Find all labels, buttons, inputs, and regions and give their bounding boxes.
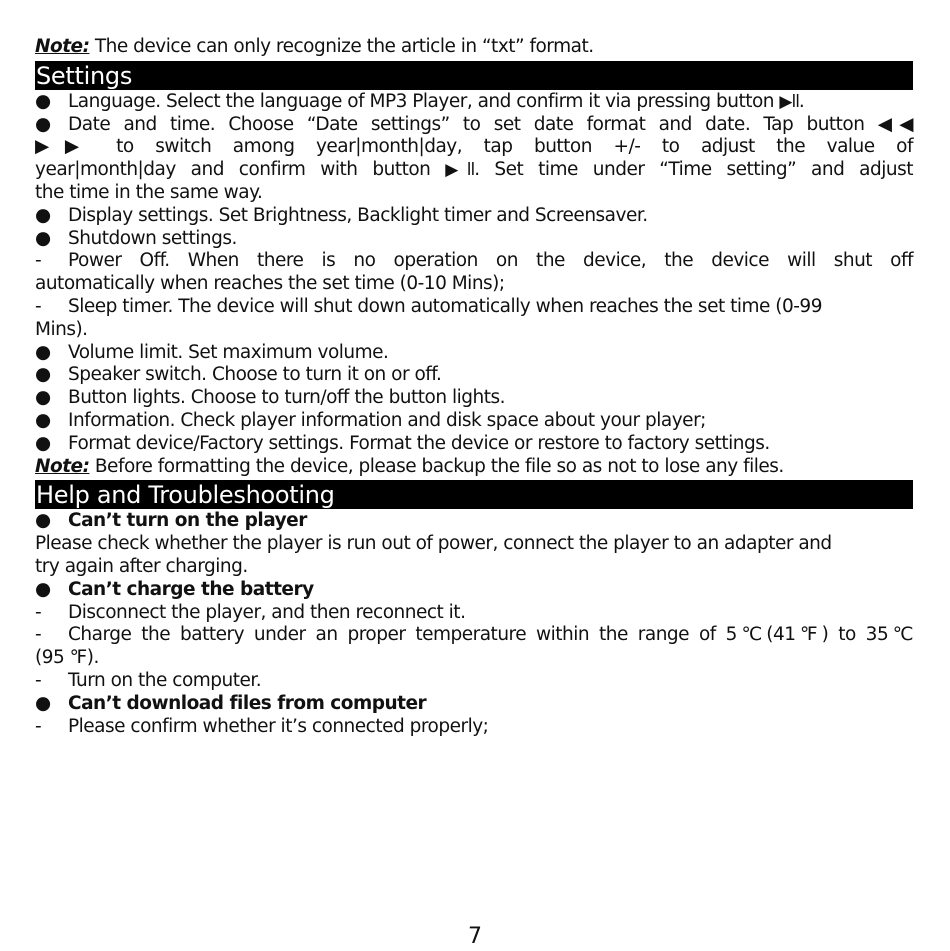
charge-item-disconnect: - Disconnect the player, and then reconnect it. (35, 601, 466, 623)
note-format (35, 456, 913, 479)
section-heading-help: Help and Troubleshooting (35, 480, 913, 509)
list-item-shutdown: ● Shutdown settings. (35, 227, 237, 249)
list-item-language: ● Language. Select the language of MP3 Player, and confirm it via pressing button ▶ll. (35, 90, 805, 112)
faq-cant-charge: ● Can’t charge the battery (35, 578, 314, 600)
note-label: Note: (35, 455, 90, 477)
list-item-format: ● Format device/Factory settings. Format the device or restore to factory settings. (35, 432, 770, 454)
bullet-icon: ● (35, 227, 51, 249)
play-pause-icon: ▶ll (445, 160, 475, 181)
sub-item-sleep-timer: - Sleep timer. The device will shut down automatically when reaches the set time (0-99 (35, 295, 822, 317)
note-label: Note: (35, 36, 90, 57)
list-item-date-time: ● Date and time. Choose “Date settings” to set date format and date. Tap button ◀◀ (35, 113, 913, 135)
note-top (35, 36, 913, 59)
dash-icon: - (35, 250, 42, 272)
dash-icon: - (35, 669, 42, 691)
bullet-icon: ● (35, 341, 51, 363)
note-text: The device can only recognize the article in “txt” format. (89, 36, 594, 57)
dash-icon: - (35, 601, 42, 623)
charge-temperature-line-2: (95 ℉). (35, 647, 99, 669)
list-item-volume: ● Volume limit. Set maximum volume. (35, 341, 389, 363)
turn-on-answer-line-2: try again after charging. (35, 555, 248, 577)
list-item-button-lights: ● Button lights. Choose to turn/off the button lights. (35, 387, 505, 409)
date-time-line-2: ▶▶ to switch among year|month|day, tap button +/- to adjust the value of (35, 136, 913, 158)
sub-item-power-off: - Power Off. When there is no operation on the device, the device will shut off (35, 250, 913, 272)
charge-item-computer: - Turn on the computer. (35, 669, 262, 691)
date-time-line-4: the time in the same way. (35, 181, 263, 203)
faq-cant-turn-on: ● Can’t turn on the player (35, 510, 307, 532)
play-pause-icon: ▶ll (779, 91, 799, 112)
bullet-icon: ● (35, 364, 51, 386)
faq-cant-download: ● Can’t download files from computer (35, 692, 427, 714)
sleep-timer-line-2: Mins). (35, 318, 88, 340)
list-item-speaker: ● Speaker switch. Choose to turn it on or off. (35, 364, 442, 386)
dash-icon: - (35, 624, 42, 646)
bullet-icon: ● (35, 90, 51, 112)
note-text: Before formatting the device, please backup the file so as not to lose any files. (89, 455, 784, 477)
bullet-icon: ● (35, 113, 51, 135)
power-off-line-2: automatically when reaches the set time (0-10 Mins); (35, 273, 505, 295)
dash-icon: - (35, 715, 42, 737)
date-time-line-3: year|month|day and confirm with button ▶ll. Set time under “Time setting” and adjust (35, 159, 913, 181)
bullet-icon: ● (35, 204, 51, 226)
charge-item-temperature: - Charge the battery under an proper temperature within the range of 5℃(41℉) to 35℃ (35, 624, 913, 646)
turn-on-answer-line-1: Please check whether the player is run out of power, connect the player to an adapter and (35, 533, 832, 555)
page-number: 7 (468, 924, 482, 949)
download-item-confirm: - Please confirm whether it’s connected properly; (35, 715, 489, 737)
document-page (35, 36, 913, 738)
bullet-icon: ● (35, 692, 51, 714)
bullet-icon: ● (35, 432, 51, 454)
bullet-icon: ● (35, 387, 51, 409)
list-item-display: ● Display settings. Set Brightness, Backlight timer and Screensaver. (35, 204, 648, 226)
list-item-information: ● Information. Check player information and disk space about your player; (35, 409, 706, 431)
dash-icon: - (35, 295, 42, 317)
bullet-icon: ● (35, 578, 51, 600)
bullet-icon: ● (35, 409, 51, 431)
bullet-icon: ● (35, 510, 51, 532)
section-heading-settings: Settings (35, 61, 913, 90)
